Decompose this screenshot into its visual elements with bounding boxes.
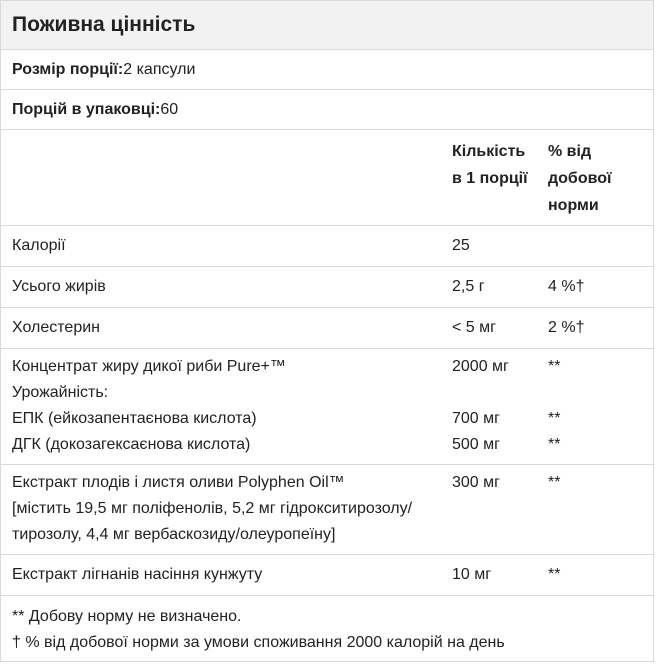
header-amount (452, 130, 548, 226)
servings-per-container-value: 60 (160, 100, 179, 118)
olive-dv: ** (548, 465, 653, 555)
header-dv-line3: норми (548, 197, 599, 214)
table-row (1, 308, 653, 349)
nutrition-table (1, 130, 653, 596)
header-blank (1, 130, 452, 226)
footnote-dv-not-established: ** Добову норму не визначено. (12, 608, 242, 625)
header-dv-line1: % від (548, 143, 592, 160)
epa-amount: 700 мг (452, 410, 500, 427)
row-dv: 2 %† (548, 308, 653, 349)
olive-amount: 300 мг (452, 465, 548, 555)
serving-size-value: 2 капсули (123, 60, 196, 78)
header-dv (548, 130, 653, 226)
row-name: Усього жирів (1, 267, 452, 308)
header-amount-line2: в 1 порції (452, 170, 528, 187)
row-amount: < 5 мг (452, 308, 548, 349)
footnote-calorie-diet: † % від добової норми за умови споживання 2000 калорій на день (12, 634, 505, 651)
table-row (1, 226, 653, 267)
epa-name: ЕПК (ейкозапентаєнова кислота) (12, 410, 257, 427)
dha-name: ДГК (докозагексаєнова кислота) (12, 436, 251, 453)
fish-oil-dv: ** (548, 358, 561, 375)
row-amount: 2,5 г (452, 267, 548, 308)
olive-line2: [містить 19,5 мг поліфенолів, 5,2 мг гідрокситирозолу/ (12, 500, 413, 517)
dha-amount: 500 мг (452, 436, 500, 453)
header-amount-line1: Кількість (452, 143, 526, 160)
olive-name: Екстракт плодів і листя оливи Polyphen Oil™ (12, 474, 345, 491)
sesame-name: Екстракт лігнанів насіння кунжуту (1, 555, 452, 596)
fish-oil-amount: 2000 мг (452, 358, 509, 375)
row-amount: 25 (452, 226, 548, 267)
servings-per-container-row (1, 90, 653, 130)
fish-oil-name: Концентрат жиру дикої риби Pure+™ (12, 358, 286, 375)
sesame-amount: 10 мг (452, 555, 548, 596)
table-header-row (1, 130, 653, 226)
footnotes (1, 596, 653, 656)
header-dv-line2: добової (548, 170, 612, 187)
olive-line3: тирозолу, 4,4 мг вербаскозиду/олеуропеїну] (12, 526, 336, 543)
servings-per-container-label: Порцій в упаковці: (12, 100, 161, 118)
row-dv (548, 226, 653, 267)
olive-row (1, 465, 653, 555)
row-dv: 4 %† (548, 267, 653, 308)
panel-title: Поживна цінність (1, 1, 653, 50)
sesame-row (1, 555, 653, 596)
table-row (1, 267, 653, 308)
dha-dv: ** (548, 436, 561, 453)
serving-size-row (1, 50, 653, 90)
serving-size-label: Розмір порції: (12, 60, 124, 78)
row-name: Холестерин (1, 308, 452, 349)
sesame-dv: ** (548, 555, 653, 596)
fish-oil-row (1, 349, 653, 465)
yield-label: Урожайність: (12, 384, 109, 401)
row-name: Калорії (1, 226, 452, 267)
epa-dv: ** (548, 410, 561, 427)
